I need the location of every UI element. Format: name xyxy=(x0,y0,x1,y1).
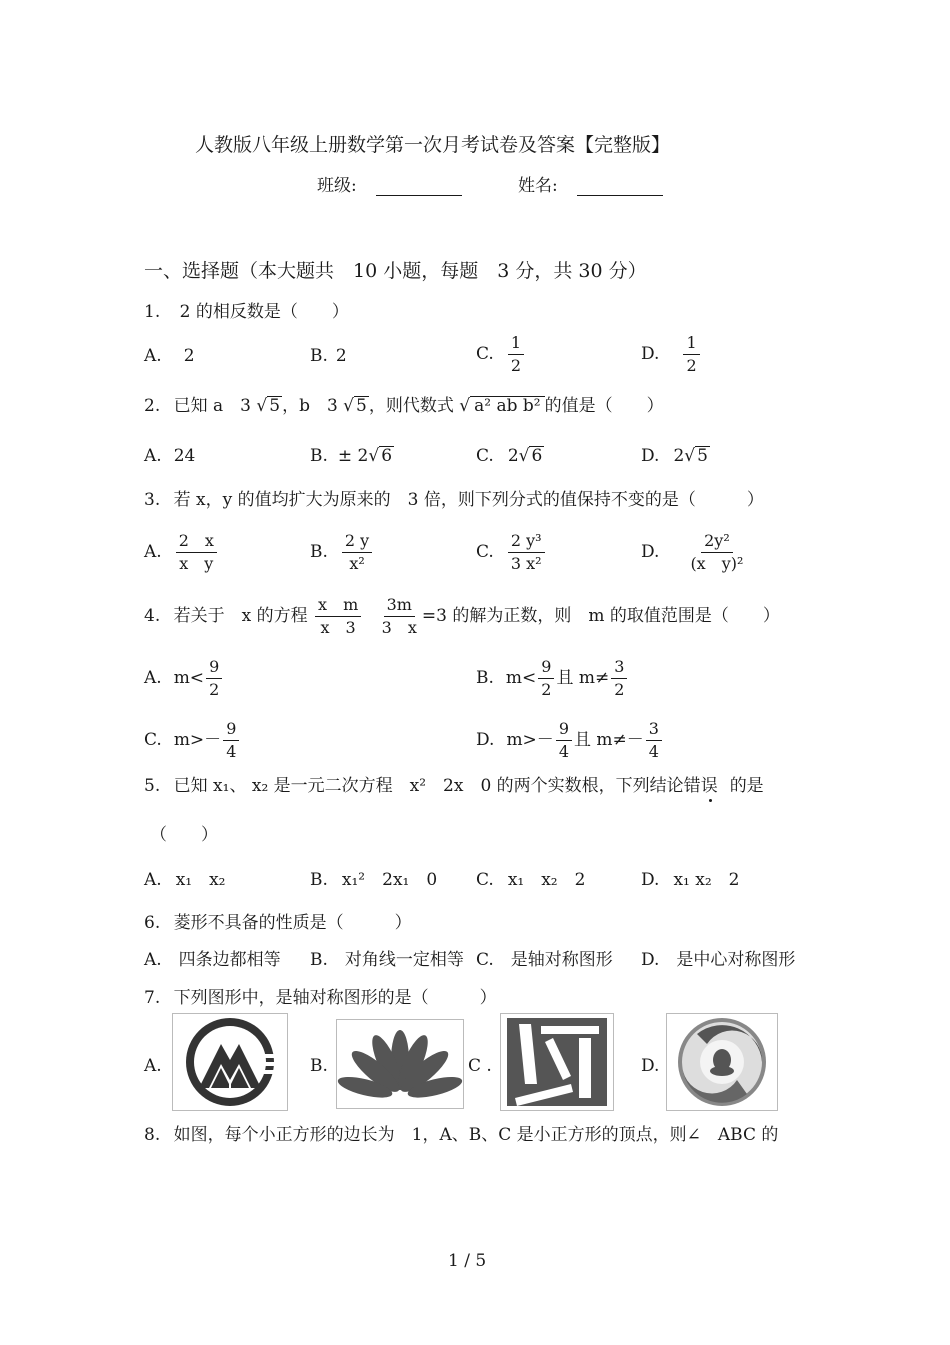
name-field xyxy=(518,176,663,196)
page-number: 1 / 5 xyxy=(448,1251,487,1271)
figure-c-logo xyxy=(500,1013,614,1111)
q7-option-d-label: D. xyxy=(641,1056,660,1076)
q2-option-c: C. 2√ 6 xyxy=(476,446,543,466)
q1-option-c: C. $\frac{1}{2}$ xyxy=(476,334,526,375)
question-6: 6. 菱形不具备的性质是（ ） xyxy=(144,913,412,933)
m-logo-icon xyxy=(173,1014,287,1110)
q5-option-b: B. x₁² 2x₁ 0 xyxy=(310,870,438,890)
page-title: 人教版八年级上册数学第一次月考试卷及答案【完整版】 xyxy=(195,134,671,156)
question-5: 5. 已知 x₁、 x₂ 是一元二次方程 x² 2x 0 的两个实数根，下列结论错误 的是 xyxy=(144,776,764,796)
q6-option-c: C. 是轴对称图形 xyxy=(476,950,613,970)
q1-option-b: B. 2 xyxy=(310,346,347,366)
class-field xyxy=(317,176,462,196)
question-3: 3. 若 x，y 的值均扩大为原来的 3 倍，则下列分式的值保持不变的是（ ） xyxy=(144,490,764,510)
q4-option-d: D. m>－ $\frac{9}{4}$ 且 m≠－ $\frac{3}{4}$ xyxy=(476,720,664,761)
class-blank xyxy=(376,177,462,196)
question-2: 2. 已知 a 3 √ 5 ，b 3 √ 5 ，则代数式 √ a² ab b² 的值是（ ） xyxy=(144,396,664,416)
q3-option-b: B. $\frac{2 y}{\text{x²}}$ xyxy=(310,532,374,573)
figure-b-logo xyxy=(336,1019,464,1109)
figure-d-logo xyxy=(666,1013,778,1111)
q6-option-a: A. 四条边都相等 xyxy=(144,950,281,970)
q7-option-b-label: B. xyxy=(310,1056,328,1076)
section-heading: 一、选择题（本大题共 10 小题，每题 3 分，共 30 分） xyxy=(144,260,647,282)
q7-option-a-label: A. xyxy=(144,1056,162,1076)
q3-option-a: A. $\frac{2 x}{\text{x y}}$ xyxy=(144,532,219,573)
q3-option-c: C. $\frac{\text{2 y³}}{\text{3 x²}}$ xyxy=(476,532,547,573)
q2-option-d: D. 2√ 5 xyxy=(641,446,708,466)
q3-option-d: D. $\frac{\text{2y²}}{\text{(x y)²}}$ xyxy=(641,531,744,573)
q6-option-b: B. 对角线一定相等 xyxy=(310,950,464,970)
name-label: 姓名: xyxy=(518,176,558,196)
class-label: 班级: xyxy=(317,176,357,196)
q2-option-b: B. ± 2√ 6 xyxy=(310,446,393,466)
q4-option-a: A. m< $\frac{9}{2}$ xyxy=(144,658,224,699)
q6-option-d: D. 是中心对称图形 xyxy=(641,950,796,970)
q5-option-a: A. x₁ x₂ xyxy=(144,870,226,890)
figure-a-logo xyxy=(172,1013,288,1111)
q4-option-b: B. m< $\frac{9}{2}$ 且 m≠ $\frac{3}{2}$ xyxy=(476,658,629,699)
question-8: 8. 如图，每个小正方形的边长为 1，A、B、C 是小正方形的顶点，则∠ ABC 的 xyxy=(144,1125,779,1145)
petal-logo-icon xyxy=(337,1020,463,1108)
question-text: 2 的相反数是（ ） xyxy=(179,302,349,322)
question-5-paren: （ ） xyxy=(150,825,218,845)
question-number: 1. xyxy=(144,302,161,322)
question-1 xyxy=(144,302,349,322)
name-blank xyxy=(577,177,663,196)
q5-option-d: D. x₁ x₂ 2 xyxy=(641,870,740,890)
question-4: 4. 若关于 x 的方程 $\frac{\text{x m}}{x 3}$ $\frac{3m}{3 x}$ =3 的解为正数，则 m 的取值范围是（ ） xyxy=(144,595,780,637)
q2-option-a: A. 24 xyxy=(144,446,196,466)
q4-option-c: C. m>－ $\frac{9}{4}$ xyxy=(144,720,241,761)
penguin-circle-icon xyxy=(667,1014,777,1110)
q5-option-c: C. x₁ x₂ 2 xyxy=(476,870,586,890)
q1-option-d: D. $\frac{1}{2}$ xyxy=(641,334,702,375)
q1-option-a: A. 2 xyxy=(144,346,195,366)
square-bars-icon xyxy=(501,1014,613,1110)
question-7: 7. 下列图形中，是轴对称图形的是（ ） xyxy=(144,988,497,1008)
q7-option-c-label: C . xyxy=(468,1056,492,1076)
